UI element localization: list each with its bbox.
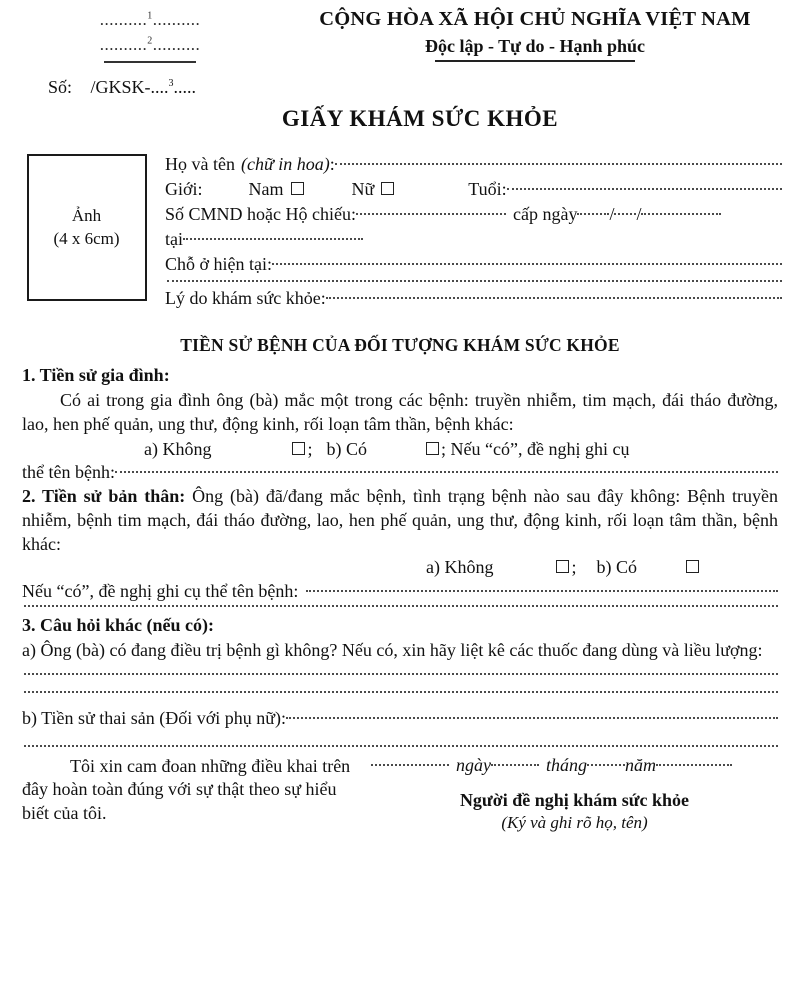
male-label: Nam	[248, 179, 284, 200]
full-name-colon: :	[329, 154, 335, 175]
question-2-option-a-checkbox[interactable]	[556, 560, 569, 573]
org-line-1-dots-end: ..........	[152, 10, 201, 29]
question-2-option-b-checkbox[interactable]	[686, 560, 699, 573]
age-label: Tuổi:	[468, 179, 507, 200]
question-3-title: 3. Câu hỏi khác (nếu có):	[22, 614, 215, 635]
page-title: GIẤY KHÁM SỨC KHỎE	[281, 106, 559, 132]
document-number-label: Số:	[48, 77, 73, 98]
id-number-row	[165, 204, 782, 225]
issue-day-input[interactable]	[577, 212, 609, 215]
reason-row	[165, 288, 782, 309]
date-row	[371, 755, 778, 776]
date-slash-2: /	[636, 204, 642, 225]
full-name-row	[165, 154, 782, 175]
gender-label: Giới:	[165, 179, 203, 200]
question-3b-input-line-2[interactable]	[24, 744, 778, 747]
footnote-marker-1: 1	[147, 10, 153, 22]
id-number-input[interactable]	[356, 212, 506, 215]
photo-size-label: (4 x 6cm)	[53, 228, 120, 248]
reason-input[interactable]	[326, 296, 782, 299]
question-2-option-b-label: b) Có	[596, 557, 637, 578]
address-input-line-2[interactable]	[167, 279, 782, 282]
question-3b-row	[22, 707, 778, 731]
question-2-block	[22, 485, 778, 556]
female-label: Nữ	[351, 179, 375, 200]
question-1-text: Có ai trong gia đình ông (bà) mắc một trong các bệnh: truyền nhiễm, tim mạch, đái tháo đường, lao, hen phế quản, ung thư, động kinh, rối loạn tâm thần, bệnh khác:	[22, 390, 778, 434]
question-2-detail-row	[22, 580, 778, 604]
question-3a-text: a) Ông (bà) có đang điều trị bệnh gì không? Nếu có, xin hãy liệt kê các thuốc đang dùng và liều lượng:	[22, 639, 763, 660]
question-1-options-row	[22, 438, 778, 462]
question-2-text: Ông (bà) đã/đang mắc bệnh, tình trạng bệnh nào sau đây không: Bệnh truyền nhiễm, bệnh tim mạch, đái tháo đường, lao, hen phế quản, ung thư, động kinh, rối loạn tâm thần, bệnh khác:	[22, 486, 779, 554]
org-line-2-dots: ..........	[99, 34, 148, 54]
org-line-1	[30, 8, 270, 33]
question-1-option-a-label: a) Không	[144, 438, 212, 459]
document-number-value-end: .....	[173, 77, 197, 98]
full-name-input[interactable]	[335, 162, 782, 165]
declaration-block	[22, 755, 367, 833]
question-1-option-b-label: b) Có	[326, 438, 367, 459]
issuing-organization-block	[0, 8, 270, 63]
question-1-option-a-checkbox[interactable]	[292, 442, 305, 455]
issue-place-input[interactable]	[183, 237, 363, 240]
national-motto: Độc lập - Tự do - Hạnh phúc	[424, 36, 646, 56]
footnote-marker-3: 3	[168, 78, 174, 90]
date-year-label: năm	[625, 755, 657, 776]
issue-month-input[interactable]	[614, 212, 636, 215]
date-year-input[interactable]	[656, 763, 732, 766]
question-2-options-row	[22, 556, 778, 580]
question-3b-label: b) Tiền sử thai sản (Đối với phụ nữ):	[22, 708, 287, 729]
photo-label: Ảnh	[71, 205, 102, 225]
question-1-title: 1. Tiền sử gia đình:	[22, 365, 170, 386]
address-input[interactable]	[272, 262, 782, 265]
age-input[interactable]	[507, 187, 782, 190]
national-heading-block	[270, 8, 800, 62]
question-2-detail-label: Nếu “có”, đề nghị ghi cụ thể tên bệnh:	[22, 581, 299, 602]
full-name-label: Họ và tên	[165, 154, 235, 175]
date-day-label: ngày	[456, 755, 491, 776]
question-3b-input[interactable]	[286, 716, 778, 719]
org-line-2	[30, 33, 270, 58]
org-line-1-dots: ..........	[99, 10, 148, 29]
org-underline-rule	[104, 61, 196, 63]
question-2-separator: ;	[571, 557, 577, 578]
question-1-detail-input[interactable]	[115, 470, 778, 473]
question-1-if-yes-text: ; Nếu “có”, đề nghị ghi cụ	[441, 438, 630, 459]
question-1-detail-row	[22, 461, 778, 485]
question-3a-input-line-2[interactable]	[24, 690, 778, 693]
question-1-detail-label: thể tên bệnh:	[22, 462, 115, 483]
signature-block	[367, 755, 778, 833]
photo-box	[27, 154, 147, 301]
question-2-title: 2. Tiền sử bản thân:	[22, 486, 186, 507]
identity-fields	[165, 154, 800, 313]
issue-year-input[interactable]	[641, 212, 721, 215]
document-number-line	[48, 77, 800, 98]
question-2-option-a-label: a) Không	[426, 557, 494, 578]
org-line-2-dots-end: ..........	[152, 34, 201, 54]
id-number-label: Số CMND hoặc Hộ chiếu:	[165, 204, 356, 225]
date-day-input[interactable]	[491, 763, 539, 766]
full-name-hint: (chữ in hoa)	[240, 154, 330, 175]
footnote-marker-2: 2	[147, 34, 153, 46]
question-3a-input-line-1[interactable]	[24, 672, 778, 675]
date-month-input[interactable]	[587, 763, 625, 766]
question-1-separator: ;	[307, 438, 313, 459]
issue-date-label: cấp ngày	[512, 204, 578, 225]
reason-label: Lý do khám sức khỏe:	[165, 288, 326, 309]
document-header	[0, 0, 800, 63]
photo-slot	[0, 154, 165, 301]
female-checkbox[interactable]	[381, 182, 394, 195]
address-label: Chỗ ở hiện tại:	[165, 254, 273, 275]
date-month-label: tháng	[546, 755, 588, 776]
history-body	[0, 364, 800, 747]
issue-place-row	[165, 229, 782, 250]
motto-underline-rule	[435, 60, 635, 62]
history-section-title: TIỀN SỬ BỆNH CỦA ĐỐI TƯỢNG KHÁM SỨC KHỎE	[180, 335, 620, 356]
question-2-detail-input-line-2[interactable]	[24, 604, 778, 607]
identity-section	[0, 154, 800, 313]
issue-place-label: tại	[165, 229, 183, 250]
footer-section	[0, 755, 800, 833]
signer-subtitle: (Ký và ghi rõ họ, tên)	[501, 813, 648, 833]
question-1-option-b-checkbox[interactable]	[426, 442, 439, 455]
signer-title: Người đề nghị khám sức khỏe	[459, 790, 690, 811]
date-slash-1: /	[609, 204, 615, 225]
male-checkbox[interactable]	[291, 182, 304, 195]
question-2-detail-input[interactable]	[306, 589, 778, 592]
date-place-input[interactable]	[371, 763, 449, 766]
gender-age-row	[165, 179, 782, 200]
national-title: CỘNG HÒA XÃ HỘI CHỦ NGHĨA VIỆT NAM	[319, 8, 751, 30]
address-row	[165, 254, 782, 275]
declaration-text: Tôi xin cam đoan những điều khai trên đây hoàn toàn đúng với sự thật theo sự hiểu biết của tôi.	[22, 756, 351, 823]
document-number-value: /GKSK-....	[90, 77, 169, 98]
